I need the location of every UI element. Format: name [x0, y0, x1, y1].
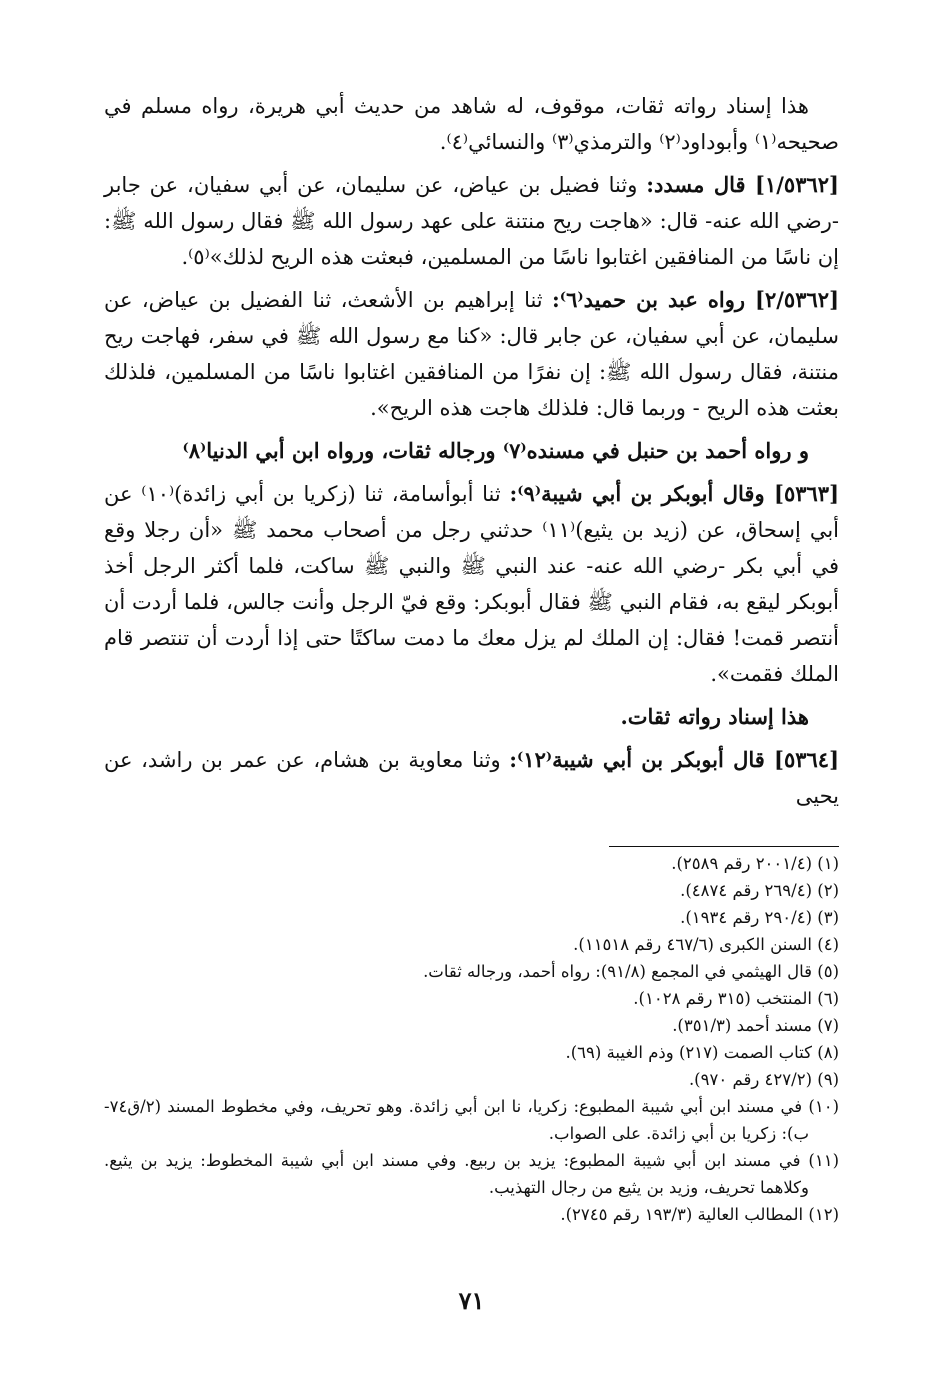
footnote: (٨) كتاب الصمت (٢١٧) وذم الغيبة (٦٩).	[565, 1043, 839, 1062]
paragraph-1	[104, 88, 839, 160]
paragraph-lead: [١/٥٣٦٢] قال مسدد:	[646, 172, 839, 197]
footnote-divider	[609, 846, 839, 847]
paragraph-lead: هذا إسناد رواته ثقات.	[620, 704, 809, 729]
footnote: (١٢) المطالب العالية (١٩٣/٣ رقم ٢٧٤٥).	[560, 1205, 839, 1224]
paragraph-lead: [٥٣٦٤] قال أبوبكر بن أبي شيبة⁽١٢⁾:	[509, 747, 839, 772]
paragraph-3	[104, 282, 839, 426]
paragraph-text: ثنا أبوأسامة، ثنا (زكريا بن أبي زائدة)⁽١٠⁾ عن أبي إسحاق، عن (زيد بن يثيع)⁽١١⁾ حدثني رجل من أصحاب محمد ﷺ «أن رجلا وقع في أبي بكر -رضي الله عنه- عند النبي ﷺ والنبي ﷺ ساكت، فلما أكثر الرجل أخذ أبوبكر ليقع به، فقام النبي ﷺ فقال أبوبكر: وقع فيّ الرجل وأنت جالس، فلما أردت أن أنتصر قمت! فقال: إن الملك لم يزل معك ما دمت ساكتًا حتى إذا أردت أن تنتصر قام الملك فقمت».	[104, 482, 839, 686]
paragraph-text: هذا إسناد رواته ثقات، موقوف، له شاهد من حديث أبي هريرة، رواه مسلم في صحيحه⁽١⁾ وأبوداود⁽٢⁾ والترمذي⁽٣⁾ والنسائي⁽٤⁾.	[104, 94, 839, 154]
footnote: (٣) (٢٩٠/٤ رقم ١٩٣٤).	[680, 908, 839, 927]
footnote: (٦) المنتخب (٣١٥ رقم ١٠٢٨).	[633, 989, 839, 1008]
paragraph-2	[104, 167, 839, 275]
footnote: (٤) السنن الكبرى (٤٦٧/٦ رقم ١١٥١٨).	[573, 935, 839, 954]
footnote: (٧) مسند أحمد (٣٥١/٣).	[672, 1016, 839, 1035]
footnote: (١٠) في مسند ابن أبي شيبة المطبوع: زكريا، نا ابن أبي زائدة. وهو تحريف، وفي مخطوط المسند (٢/ق٧٤-ب): زكريا بن أبي زائدة. على الصواب.	[104, 1097, 839, 1143]
paragraph-6	[104, 699, 839, 735]
footnote: (١١) في مسند ابن أبي شيبة المطبوع: يزيد بن ربيع. وفي مسند ابن أبي شيبة المخطوط: يزيد بن يثيع. وكلاهما تحريف، وزيد بن يثيع من رجال التهذيب.	[104, 1151, 839, 1197]
footnote: (١) (٢٠٠١/٤ رقم ٢٥٨٩).	[671, 854, 839, 873]
page-number: ٧١	[458, 1286, 485, 1315]
main-text	[104, 88, 839, 821]
paragraph-text: ثنا إبراهيم بن الأشعث، ثنا الفضيل بن عياض، عن سليمان، عن أبي سفيان، عن جابر قال: «كنا مع رسول الله ﷺ في سفر، فهاجت ريح منتنة، فقال رسول الله ﷺ: إن نفرًا من المنافقين اغتابوا ناسًا من المسلمين، فلذلك بعثت هذه الريح - وربما قال: فلذلك هاجت هذه الريح».	[104, 288, 839, 420]
footnote: (٢) (٢٦٩/٤ رقم ٤٨٧٤).	[680, 881, 839, 900]
paragraph-5	[104, 476, 839, 692]
paragraph-7	[104, 742, 839, 814]
paragraph-lead: و رواه أحمد بن حنبل في مسنده⁽٧⁾ ورجاله ثقات، ورواه ابن أبي الدنيا⁽٨⁾	[182, 438, 809, 463]
footnote: (٩) (٤٢٧/٢ رقم ٩٧٠).	[688, 1070, 839, 1089]
paragraph-lead: [٢/٥٣٦٢] رواه عبد بن حميد⁽٦⁾:	[552, 287, 839, 312]
paragraph-lead: [٥٣٦٣] وقال أبوبكر بن أبي شيبة⁽٩⁾:	[509, 481, 839, 506]
footnote: (٥) قال الهيثمي في المجمع (٩١/٨): رواه أحمد، ورجاله ثقات.	[423, 962, 839, 981]
footnotes	[104, 850, 839, 1228]
paragraph-text: وثنا معاوية بن هشام، عن عمر بن راشد، عن يحيى	[104, 748, 839, 808]
paragraph-text: وثنا فضيل بن عياض، عن سليمان، عن أبي سفيان، عن جابر -رضي الله عنه- قال: «هاجت ريح منتنة على عهد رسول الله ﷺ فقال رسول الله ﷺ: إن ناسًا من المنافقين اغتابوا ناسًا من المسلمين، فبعثت هذه الريح لذلك»⁽٥⁾.	[104, 173, 839, 269]
paragraph-4	[104, 433, 839, 469]
